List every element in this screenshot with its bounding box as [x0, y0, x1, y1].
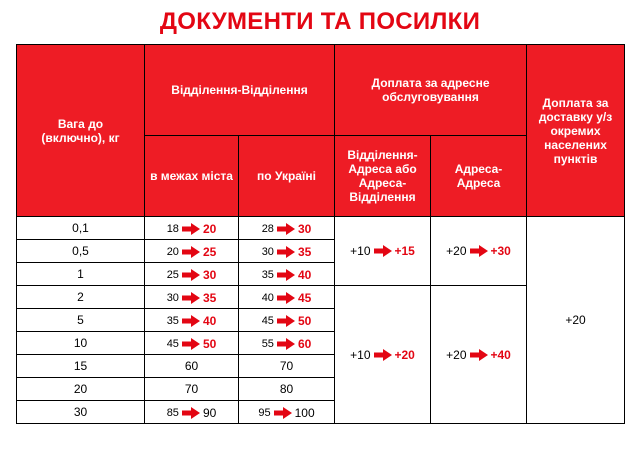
- arrow-right-icon: [182, 292, 200, 304]
- old-price: +10: [350, 244, 371, 258]
- page-title: ДОКУМЕНТИ ТА ПОСИЛКИ: [159, 8, 481, 35]
- price-across-ukraine: [239, 263, 335, 286]
- new-price: 45: [297, 290, 312, 305]
- arrow-right-icon: [277, 292, 295, 304]
- price-within-city: [145, 286, 239, 309]
- price-across-ukraine: [239, 217, 335, 240]
- new-price: 50: [202, 336, 217, 351]
- arrow-right-icon: [277, 315, 295, 327]
- arrow-right-icon: [470, 245, 488, 257]
- weight-cell: 30: [17, 401, 145, 424]
- new-price: 50: [297, 313, 312, 328]
- arrow-right-icon: [182, 407, 200, 419]
- header-address-service: Доплата за адресне обслуговування: [335, 45, 527, 136]
- weight-cell: 2: [17, 286, 145, 309]
- new-price: 35: [202, 290, 217, 305]
- tariff-table: [16, 44, 625, 424]
- price-within-city: [145, 332, 239, 355]
- arrow-right-icon: [277, 269, 295, 281]
- new-price: 20: [202, 221, 217, 236]
- price-within-city: [145, 309, 239, 332]
- weight-cell: 0,5: [17, 240, 145, 263]
- old-price: 40: [261, 291, 274, 304]
- arrow-right-icon: [277, 246, 295, 258]
- header-office-address: Відділення-Адреса або Адреса-Відділення: [335, 136, 431, 217]
- old-price: 95: [258, 406, 271, 419]
- arrow-right-icon: [182, 223, 200, 235]
- old-price: 28: [261, 222, 274, 235]
- new-price: +20: [394, 347, 415, 362]
- weight-cell: 15: [17, 355, 145, 378]
- old-price: +20: [446, 244, 467, 258]
- price-across-ukraine: 70: [239, 355, 335, 378]
- new-price: +30: [490, 244, 511, 258]
- surcharge-office-address-2: [335, 286, 431, 424]
- header-remote-delivery: Доплата за доставку у/з окремих населених пунктів: [527, 45, 625, 217]
- new-price: 35: [297, 244, 312, 259]
- header-office-office: Відділення-Відділення: [145, 45, 335, 136]
- old-price: 20: [166, 245, 179, 258]
- table-row: [17, 217, 625, 240]
- price-across-ukraine: [239, 286, 335, 309]
- new-price: 30: [297, 221, 312, 236]
- surcharge-remote: +20: [527, 217, 625, 424]
- price-across-ukraine: [239, 240, 335, 263]
- new-price: 90: [202, 405, 217, 420]
- new-price: 100: [294, 405, 315, 420]
- header-address-address: Адреса-Адреса: [431, 136, 527, 217]
- weight-cell: 10: [17, 332, 145, 355]
- price-within-city: [145, 217, 239, 240]
- new-price: 60: [297, 336, 312, 351]
- new-price: 40: [202, 313, 217, 328]
- price-within-city: [145, 240, 239, 263]
- header-across-ukraine: по Україні: [239, 136, 335, 217]
- old-price: 18: [166, 222, 179, 235]
- old-price: 85: [166, 406, 179, 419]
- price-across-ukraine: [239, 401, 335, 424]
- old-price: 35: [166, 314, 179, 327]
- arrow-right-icon: [182, 315, 200, 327]
- weight-cell: 5: [17, 309, 145, 332]
- price-across-ukraine: [239, 332, 335, 355]
- price-within-city: 60: [145, 355, 239, 378]
- weight-cell: 20: [17, 378, 145, 401]
- arrow-right-icon: [182, 338, 200, 350]
- arrow-right-icon: [182, 269, 200, 281]
- arrow-right-icon: [374, 349, 392, 361]
- price-across-ukraine: [239, 309, 335, 332]
- new-price: 30: [202, 267, 217, 282]
- arrow-right-icon: [274, 407, 292, 419]
- price-within-city: [145, 263, 239, 286]
- price-within-city: [145, 401, 239, 424]
- price-across-ukraine: 80: [239, 378, 335, 401]
- new-price: +15: [394, 244, 415, 258]
- arrow-right-icon: [277, 338, 295, 350]
- surcharge-address-address-1: [431, 217, 527, 286]
- old-price: 30: [166, 291, 179, 304]
- new-price: 40: [297, 267, 312, 282]
- weight-cell: 0,1: [17, 217, 145, 240]
- weight-cell: 1: [17, 263, 145, 286]
- old-price: 25: [166, 268, 179, 281]
- old-price: 35: [261, 268, 274, 281]
- old-price: +10: [350, 347, 371, 362]
- arrow-right-icon: [277, 223, 295, 235]
- header-weight: Вага до (включно), кг: [17, 45, 145, 217]
- old-price: +20: [446, 347, 467, 362]
- arrow-right-icon: [182, 246, 200, 258]
- old-price: 30: [261, 245, 274, 258]
- old-price: 45: [261, 314, 274, 327]
- surcharge-address-address-2: [431, 286, 527, 424]
- old-price: 45: [166, 337, 179, 350]
- price-within-city: 70: [145, 378, 239, 401]
- surcharge-office-address-1: [335, 217, 431, 286]
- new-price: +40: [490, 347, 511, 362]
- new-price: 25: [202, 244, 217, 259]
- header-within-city: в межах міста: [145, 136, 239, 217]
- arrow-right-icon: [470, 349, 488, 361]
- arrow-right-icon: [374, 245, 392, 257]
- old-price: 55: [261, 337, 274, 350]
